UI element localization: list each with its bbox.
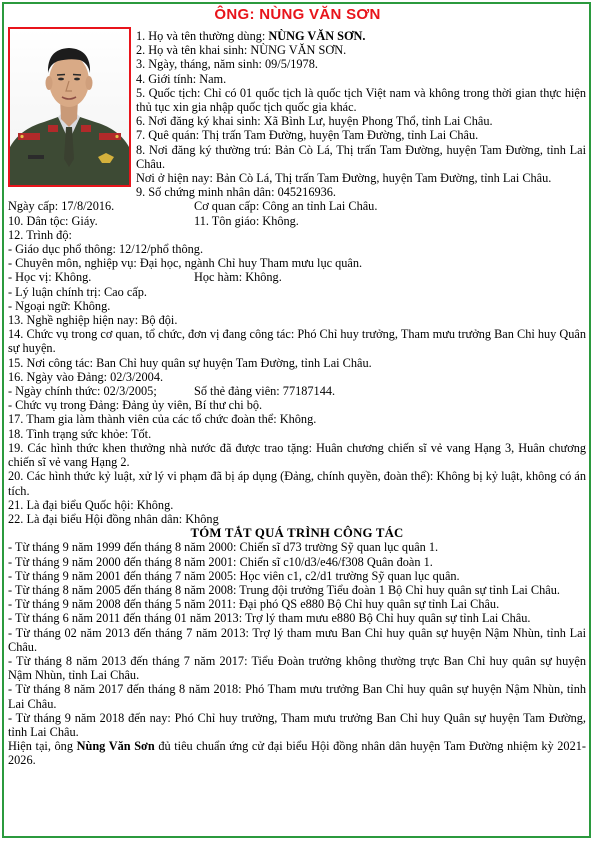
item-8: 8. Nơi đăng ký thường trú: Bản Cò Lá, Thị trấn Tam Đường, huyện Tam Đường, tỉnh Lai Châu. (136, 142, 586, 171)
academic-title: Học hàm: Không. (194, 270, 282, 285)
item-4: 4. Giới tính: Nam. (136, 71, 227, 86)
item-1: 1. Họ và tên thường dùng: NÙNG VĂN SƠN. (136, 29, 366, 43)
career-entry: - Từ tháng 9 năm 2001 đến tháng 7 năm 2005: Học viên c1, c2/d1 trường Sỹ quan lục quân. (8, 568, 460, 583)
closing-name: Nùng Văn Sơn (76, 739, 155, 754)
item-18: 18. Tình trạng sức khỏe: Tốt. (8, 426, 152, 441)
career-entry: - Từ tháng 8 năm 2017 đến tháng 8 năm 2018: Phó Tham mưu trưởng Ban Chỉ huy quân sự huyện Nậm Nhùn, tỉnh Lai Châu. (8, 682, 586, 711)
party-card-number: Số thẻ đảng viên: 77187144. (194, 384, 336, 399)
party-details (8, 384, 586, 398)
item-5: 5. Quốc tịch: Chỉ có 01 quốc tịch là quốc tịch Việt nam và không trong thời gian thực hiện thủ tục xin gia nhập quốc tịch quốc gia khác. (136, 85, 586, 115)
item-20: 20. Các hình thức kỷ luật, xử lý vi phạm đã bị áp dụng (Đảng, chính quyền, đoàn thể): Không bị kỷ luật, không có án tích. (8, 469, 586, 498)
career-entry: - Từ tháng 02 năm 2013 đến tháng 7 năm 2013: Trợ lý tham mưu Ban Chỉ huy quân sự huyện Nậm Nhùn, tỉnh Lai Châu. (8, 625, 586, 654)
party-position: - Chức vụ trong Đảng: Đảng ủy viên, Bí thư chi bộ. (8, 398, 263, 413)
item-3: 3. Ngày, tháng, năm sinh: 09/5/1978. (136, 57, 318, 72)
career-entry: - Từ tháng 9 năm 1999 đến tháng 8 năm 2000: Chiến sĩ d73 trường Sỹ quan lục quân 1. (8, 540, 439, 555)
closing-statement: Hiện tại, ông Nùng Văn Sơn đủ tiêu chuẩn ứng cử đại biểu Hội đồng nhân dân huyện Tam Đường nhiệm kỳ 2021-2026. (8, 739, 586, 768)
item-14: 14. Chức vụ trong cơ quan, tổ chức, đơn vị đang công tác: Phó Chỉ huy trưởng, Tham mưu trưởng Ban Chỉ huy Quân sự huyện. (8, 327, 586, 356)
item-12: 12. Trình độ: (8, 227, 72, 242)
foreign-language: - Ngoại ngữ: Không. (8, 298, 111, 313)
career-entry: - Từ tháng 9 năm 2018 đến nay: Phó Chỉ huy trưởng, Tham mưu trưởng Ban Chỉ huy Quân sự huyện Tam Đường, tỉnh Lai Châu. (8, 710, 586, 739)
item-9-details (8, 199, 586, 213)
career-entry: - Từ tháng 6 năm 2011 đến tháng 01 năm 2013: Trợ lý tham mưu e880 Bộ Chỉ huy quân sự tỉnh Lai Châu. (8, 611, 531, 626)
item-17: 17. Tham gia làm thành viên của các tổ chức đoàn thể: Không. (8, 412, 317, 427)
academic-degree: - Học vị: Không. (8, 270, 92, 285)
career-entry: - Từ tháng 9 năm 2008 đến tháng 5 năm 2011: Đại phó QS e880 Bộ Chỉ huy quân sự tỉnh Lai Châu. (8, 597, 500, 612)
career-entry: - Từ tháng 9 năm 2000 đến tháng 8 năm 2001: Chiến sĩ c10/d3/e46/f308 Quân đoàn 1. (8, 554, 433, 569)
id-issue-agency: Cơ quan cấp: Công an tỉnh Lai Châu. (194, 199, 378, 214)
item-2: 2. Họ và tên khai sinh: NÙNG VĂN SƠN. (136, 43, 347, 58)
party-official-date: - Ngày chính thức: 02/3/2005; (8, 384, 157, 399)
item-10-11 (8, 214, 586, 228)
item-19: 19. Các hình thức khen thưởng nhà nước đã được trao tặng: Huân chương chiến sĩ vẻ vang Hạng 3, Huân chương chiến sĩ vẻ vang Hạng 2. (8, 440, 586, 470)
item-7: 7. Quê quán: Thị trấn Tam Đường, huyện Tam Đường, tỉnh Lai Châu. (136, 128, 479, 143)
education-general: - Giáo dục phổ thông: 12/12/phổ thông. (8, 242, 204, 257)
page-title: ÔNG: NÙNG VĂN SƠN (214, 6, 381, 23)
profile-content (8, 29, 586, 768)
education-specialty: - Chuyên môn, nghiệp vụ: Đại học, ngành Chỉ huy Tham mưu lục quân. (8, 256, 363, 271)
item-21: 21. Là đại biểu Quốc hội: Không. (8, 497, 174, 512)
ethnicity: 10. Dân tộc: Giáy. (8, 213, 98, 228)
item-13: 13. Nghề nghiệp hiện nay: Bộ đội. (8, 313, 178, 328)
career-entry: - Từ tháng 8 năm 2005 đến tháng 8 năm 2008: Trung đội trưởng Tiểu đoàn 1 Bộ Chỉ huy quân sự tỉnh Lai Châu. (8, 582, 560, 597)
item-8-current-address: Nơi ở hiện nay: Bản Cò Lá, Thị trấn Tam Đường, huyện Tam Đường, tỉnh Lai Châu. (136, 171, 552, 186)
item-15: 15. Nơi công tác: Ban Chỉ huy quân sự huyện Tam Đường, tỉnh Lai Châu. (8, 355, 372, 370)
item-9: 9. Số chứng minh nhân dân: 045216936. (136, 185, 336, 200)
id-issue-date: Ngày cấp: 17/8/2016. (8, 199, 115, 214)
religion: 11. Tôn giáo: Không. (194, 213, 299, 228)
career-entry: - Từ tháng 8 năm 2013 đến tháng 7 năm 2017: Tiểu Đoàn trưởng không thường trực Ban Chỉ huy quân sự huyện Nậm Nhùn, tỉnh Lai Châu. (8, 653, 586, 683)
political-theory: - Lý luận chính trị: Cao cấp. (8, 284, 147, 299)
photo-spacer (8, 29, 134, 195)
item-16: 16. Ngày vào Đảng: 02/3/2004. (8, 369, 164, 384)
education-degree (8, 270, 586, 284)
item-22: 22. Là đại biểu Hội đồng nhân dân: Không (8, 511, 219, 526)
summary-heading: TÓM TẮT QUÁ TRÌNH CÔNG TÁC (190, 526, 404, 541)
item-6: 6. Nơi đăng ký khai sinh: Xã Bình Lư, huyện Phong Thổ, tỉnh Lai Châu. (136, 114, 493, 129)
full-name: NÙNG VĂN SƠN. (268, 29, 366, 43)
